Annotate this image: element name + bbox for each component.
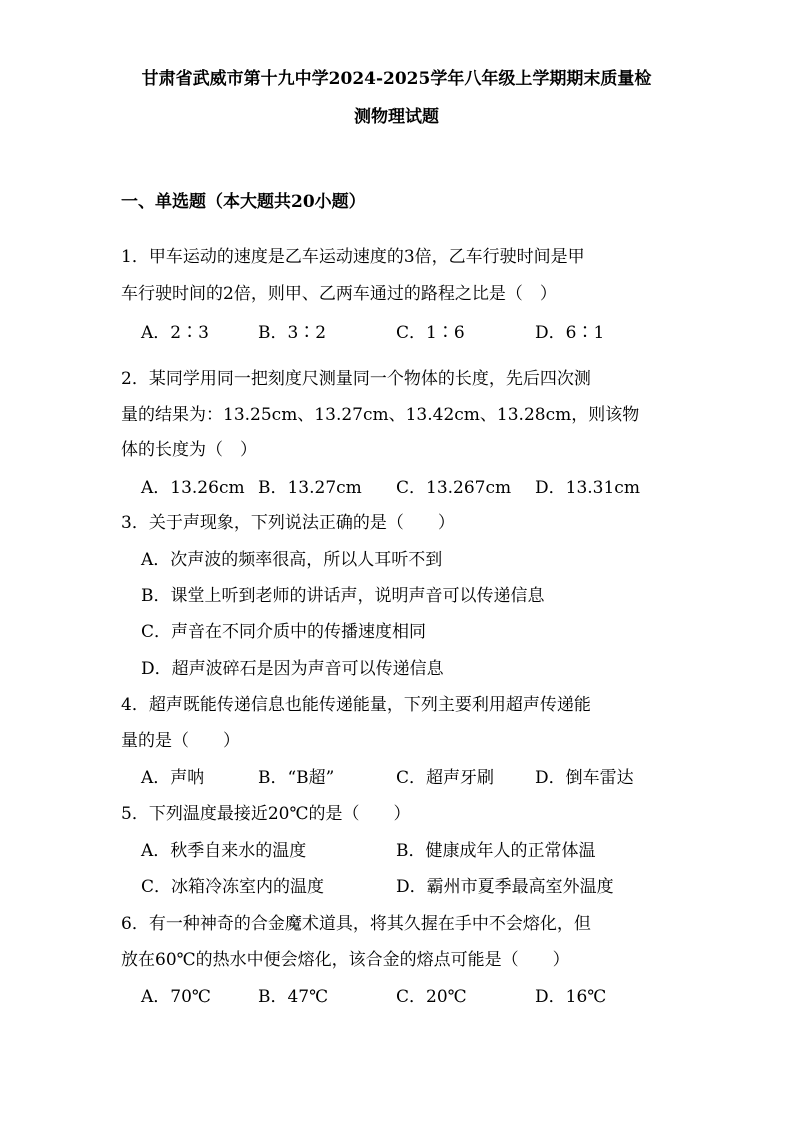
question-1-option-b: B．3∶2	[258, 323, 327, 343]
question-6-line-1: 6．有一种神奇的合金魔术道具，将其久握在手中不会熔化，但	[121, 914, 591, 934]
question-2-line-2: 量的结果为：13.25cm、13.27cm、13.42cm、13.28cm，则该物	[121, 405, 640, 425]
question-4-option-b: B．“B超”	[258, 768, 335, 788]
question-1-line-2: 车行驶时间的2倍，则甲、乙两车通过的路程之比是（ ）	[121, 284, 557, 304]
question-3-line-1: 3．关于声现象，下列说法正确的是（ ）	[121, 513, 455, 533]
question-3-option-c: C．声音在不同介质中的传播速度相同	[141, 622, 427, 642]
question-3-option-b: B．课堂上听到老师的讲话声，说明声音可以传递信息	[141, 586, 545, 606]
question-4-option-c: C．超声牙刷	[396, 768, 495, 788]
question-3-option-d: D．超声波碎石是因为声音可以传递信息	[141, 659, 444, 679]
question-5-option-a: A．秋季自来水的温度	[141, 841, 307, 861]
question-5-option-b: B．健康成年人的正常体温	[396, 841, 596, 861]
section-heading: 一、单选题（本大题共20小题）	[121, 192, 366, 212]
question-2-option-c: C．13.267cm	[396, 478, 512, 498]
question-2-option-b: B．13.27cm	[258, 478, 362, 498]
question-4-option-d: D．倒车雷达	[535, 768, 634, 788]
question-2-option-a: A．13.26cm	[141, 478, 245, 498]
question-1-option-a: A．2∶3	[141, 323, 209, 343]
question-1-option-c: C．1∶6	[396, 323, 465, 343]
question-1-option-d: D．6∶1	[535, 323, 605, 343]
question-5-option-d: D．霸州市夏季最高室外温度	[396, 877, 614, 897]
question-1-line-1: 1．甲车运动的速度是乙车运动速度的3倍，乙车行驶时间是甲	[121, 247, 585, 267]
question-5-line-1: 5．下列温度最接近20℃的是（ ）	[121, 804, 411, 824]
question-2-line-1: 2．某同学用同一把刻度尺测量同一个物体的长度，先后四次测	[121, 369, 591, 389]
document-title-line-2: 测物理试题	[354, 107, 439, 127]
question-6-option-b: B．47℃	[258, 987, 329, 1007]
question-2-line-3: 体的长度为（ ）	[121, 440, 257, 460]
question-3-option-a: A．次声波的频率很高，所以人耳听不到	[141, 550, 443, 570]
question-6-option-c: C．20℃	[396, 987, 467, 1007]
question-2-option-d: D．13.31cm	[535, 478, 640, 498]
question-4-line-1: 4．超声既能传递信息也能传递能量，下列主要利用超声传递能	[121, 695, 591, 715]
question-6-option-a: A．70℃	[141, 987, 211, 1007]
question-4-line-2: 量的是（ ）	[121, 731, 240, 751]
question-5-option-c: C．冰箱冷冻室内的温度	[141, 877, 325, 897]
document-title-line-1: 甘肃省武威市第十九中学2024-2025学年八年级上学期期末质量检	[141, 69, 652, 89]
question-6-option-d: D．16℃	[535, 987, 607, 1007]
question-4-option-a: A．声呐	[141, 768, 205, 788]
question-6-line-2: 放在60℃的热水中便会熔化，该合金的熔点可能是（ ）	[121, 950, 570, 970]
